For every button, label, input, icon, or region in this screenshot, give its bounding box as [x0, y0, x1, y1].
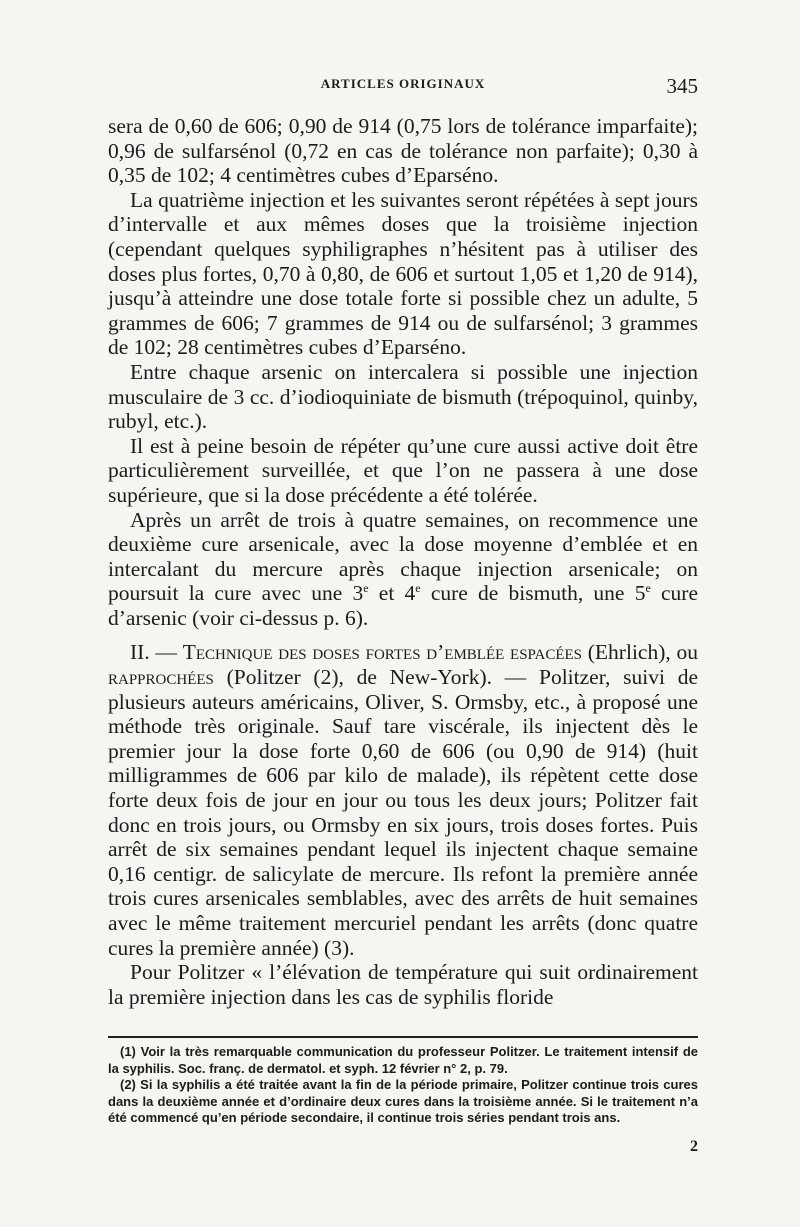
text-run: (Ehrlich), ou	[582, 640, 698, 665]
superscript: e	[415, 581, 421, 596]
paragraph	[108, 188, 698, 360]
text-run: sera de 0,60 de 606; 0,90 de 914 (0,75 lors de tolérance imparfaite); 0,96 de sulfarsénol (0,72 en cas de tolérance non parfaite); 0,30 à 0,35 de 102; 4 centimètres cubes d’Eparséno.	[108, 114, 698, 188]
signature-mark: 2	[690, 1138, 698, 1155]
footnotes	[108, 1044, 698, 1127]
text-run: cure d’arsenic (voir ci-dessus p. 6).	[108, 581, 698, 630]
text-run: II. —	[130, 640, 183, 665]
text-run: Pour Politzer « l’élévation de température qui suit ordinairement la première injection dans les cas de syphilis floride	[108, 960, 698, 1009]
paragraph	[108, 434, 698, 508]
body-text	[108, 114, 698, 1009]
text-run: Il est à peine besoin de répéter qu’une cure aussi active doit être particulièrement surveillée, et que l’on ne passera à une dose supérieure, que si la dose précédente a été tolérée.	[108, 433, 698, 507]
text-run: La quatrième injection et les suivantes seront répétées à sept jours d’intervalle et aux mêmes doses que la troisième injection (cependant quelques syphiligraphes n’hésitent pas à utiliser des doses plus fortes, 0,70 à 0,80, de 606 et surtout 1,05 et 1,20 de 914), jusqu’à atteindre une dose totale forte si possible chez un adulte, 5 grammes de 606; 7 grammes de 914 ou de sulfarsénol; 3 grammes de 102; 28 centimètres cubes d’Eparséno.	[108, 187, 698, 360]
paragraph	[108, 508, 698, 631]
paragraph	[108, 114, 698, 188]
footnote-rule	[108, 1036, 698, 1038]
text-run: (Politzer (2), de New-York). — Politzer, suivi de plusieurs auteurs américains, Oliver, S. Ormsby, etc., à proposé une méthode très originale. Sauf tare viscérale, ils injectent dès le premier jour la dose forte 0,60 de 606 (ou 0,90 de 914) (huit milligrammes de 606 par kilo de malade), ils répètent cette dose forte deux fois de jour en jour ou tous les deux jours; Politzer fait donc en trois jours, ou Ormsby en six jours, trois doses fortes. Puis arrêt de six semaines pendant lequel ils injectent chaque semaine 0,16 centigr. de salicylate de mercure. Ils refont la première année trois cures arsenicales semblables, avec des arrêts de huit semaines avec le même traitement mercuriel pendant les arrêts (donc quatre cures la première année) (3).	[108, 665, 698, 960]
text-run: cure de bismuth, une 5	[420, 581, 646, 606]
paragraph	[108, 960, 698, 1009]
superscript: e	[645, 581, 651, 596]
running-head-title: ARTICLES ORIGINAUX	[320, 76, 486, 91]
text-run: rapprochées	[108, 665, 214, 690]
text-run: Après un arrêt de trois à quatre semaines, on recommence une deuxième cure arsenicale, avec la dose moyenne d’emblée et en intercalant du mercure après chaque injection arsenicale; on poursuit la cure avec une 3	[108, 507, 698, 606]
superscript: e	[363, 581, 369, 596]
footnote-2: (2) Si la syphilis a été traitée avant la fin de la période primaire, Politzer continue trois cures dans la deuxième année et d’ordinaire deux cures dans la troisième année. Si le traitement n’a été commencé qu’en période secondaire, il continue trois séries pendant trois ans.	[108, 1077, 698, 1125]
text-run: Entre chaque arsenic on intercalera si possible une injection musculaire de 3 cc. d’iodioquiniate de bismuth (trépoquinol, quinby, rubyl, etc.).	[108, 359, 698, 434]
text-run: et 4	[368, 581, 416, 606]
text-run: Technique des doses fortes d’emblée espacées	[182, 640, 583, 665]
page-number: 345	[666, 74, 698, 98]
paragraph	[108, 640, 698, 960]
paragraph	[108, 360, 698, 434]
running-head	[108, 76, 698, 100]
footnote-1: (1) Voir la très remarquable communication du professeur Politzer. Le traitement intensif de la syphilis. Soc. franç. de dermatol. et syph. 12 février n° 2, p. 79.	[108, 1044, 698, 1076]
